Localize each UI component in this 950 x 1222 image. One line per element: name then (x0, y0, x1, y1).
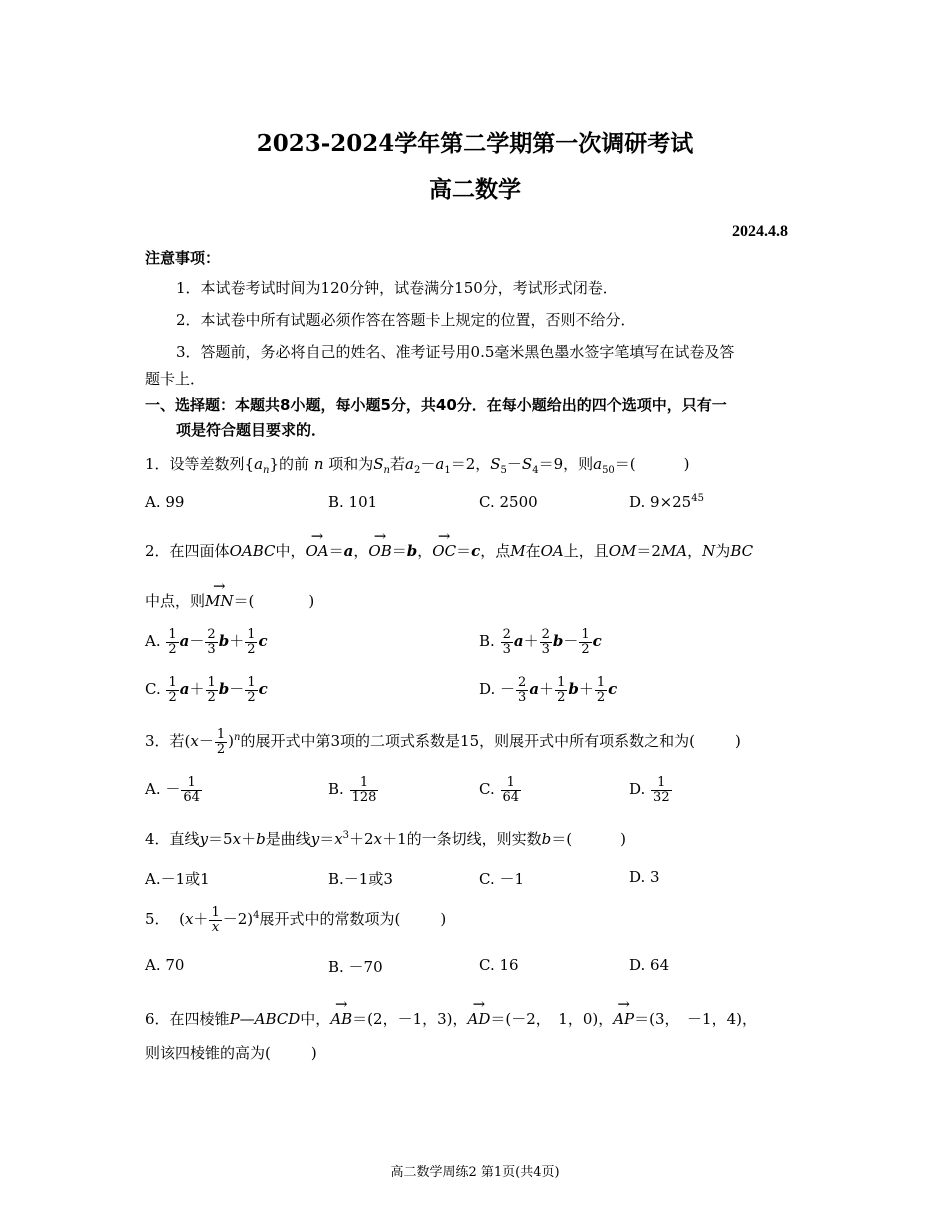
vector-ap: → AP (613, 1010, 634, 1028)
question-6-cont: 则该四棱锥的高为( ) (145, 1044, 317, 1062)
vector-mn: → MN (205, 592, 233, 610)
note-item: 1．本试卷考试时间为120分钟，试卷满分150分，考试形式闭卷． (176, 279, 618, 297)
q3-option-b: B. $\frac{1}{128}$ (328, 775, 377, 805)
note-item: 2．本试卷中所有试题必须作答在答题卡上规定的位置，否则不给分． (176, 311, 636, 329)
vector-oc: → OC (432, 542, 456, 560)
vector-ab: → AB (330, 1010, 352, 1028)
q4-option-c: C. －1 (479, 870, 525, 888)
q1-option-b: B. 101 (328, 493, 378, 511)
question-3: 3．若(x－ $\frac{1}{2}$ )$^n$的展开式中第3项的二项式系数是15，则展开式中所有项系数之和为( ) (145, 727, 741, 757)
q5-option-a: A. 70 (145, 956, 185, 974)
q4-option-a: A.－1或1 (145, 870, 210, 888)
exam-date: 2024.4.8 (732, 223, 788, 240)
q5-option-d: D. 64 (629, 956, 670, 974)
q2-option-b: B. $\frac{2}{3}$ a＋ $\frac{2}{3}$ b－ $\frac{1}{2}$ c (479, 627, 602, 657)
question-4: 4．直线y＝5x＋b是曲线$y=x^3+2x+1$的一条切线，则实数b＝( ) (145, 830, 626, 848)
vector-ad: → AD (468, 1010, 491, 1028)
note-item: 题卡上． (145, 370, 206, 388)
q3-option-d: D. $\frac{1}{32}$ (629, 775, 670, 805)
q5-option-c: C. 16 (479, 956, 519, 974)
question-6: 6．在四棱锥P—ABCD中，→ AB＝(2，－1，3)，→ AD＝(－2， 1，0)，→ AP＝(3， －1，4)， (145, 1010, 757, 1028)
exam-title: 2023-2024学年第二学期第一次调研考试 (256, 130, 694, 157)
q4-option-d: D. 3 (629, 868, 660, 886)
q1-option-d: D. $9\times 25^{45}$ (629, 493, 704, 511)
question-5: 5． (x＋ $\frac{1}{x}$ －2)$^4$展开式中的常数项为( ) (145, 905, 447, 935)
note-item: 3．答题前，务必将自己的姓名、准考证号用0.5毫米黑色墨水签字笔填写在试卷及答 (176, 343, 735, 361)
vector-oa: → OA (306, 542, 329, 560)
q1-option-a: A. 99 (145, 493, 185, 511)
exam-subject: 高二数学 (429, 176, 521, 203)
question-2-cont: 中点，则→ MN＝( ) (145, 592, 314, 610)
q1-option-c: C. 2500 (479, 493, 538, 511)
question-1: 1．设等差数列$\{a_n\}$的前 n 项和为$S_n$若$a_2-a_1=2$，$S_5-S_4=9$，则$a_{50}=$( ) (145, 455, 690, 476)
question-2: 2．在四面体OABC中，→ OA＝a，→ OB＝b，→ OC＝c，点M在OA上，且OM＝2MA，N为BC (145, 542, 753, 560)
notes-heading: 注意事项： (145, 249, 221, 267)
page-footer: 高二数学周练2 第1页(共4页) (390, 1165, 560, 1180)
q4-option-b: B.－1或3 (328, 870, 393, 888)
q5-option-b: B. －70 (328, 958, 383, 976)
vector-ob: → OB (368, 542, 391, 560)
section-heading-cont: 项是符合题目要求的． (176, 421, 327, 439)
q3-option-a: A. － $\frac{1}{64}$ (145, 775, 200, 805)
section-heading: 一、选择题：本题共8小题，每小题5分，共40分．在每小题给出的四个选项中，只有一 (145, 396, 727, 414)
q2-option-d: D. － $\frac{2}{3}$ a＋ $\frac{1}{2}$ b＋ $\frac{1}{2}$ c (479, 675, 618, 705)
q3-option-c: C. $\frac{1}{64}$ (479, 775, 520, 805)
q2-option-a: A. $\frac{1}{2}$ a－ $\frac{2}{3}$ b＋ $\frac{1}{2}$ c (145, 627, 268, 657)
q2-option-c: C. $\frac{1}{2}$ a＋ $\frac{1}{2}$ b－ $\frac{1}{2}$ c (145, 675, 268, 705)
